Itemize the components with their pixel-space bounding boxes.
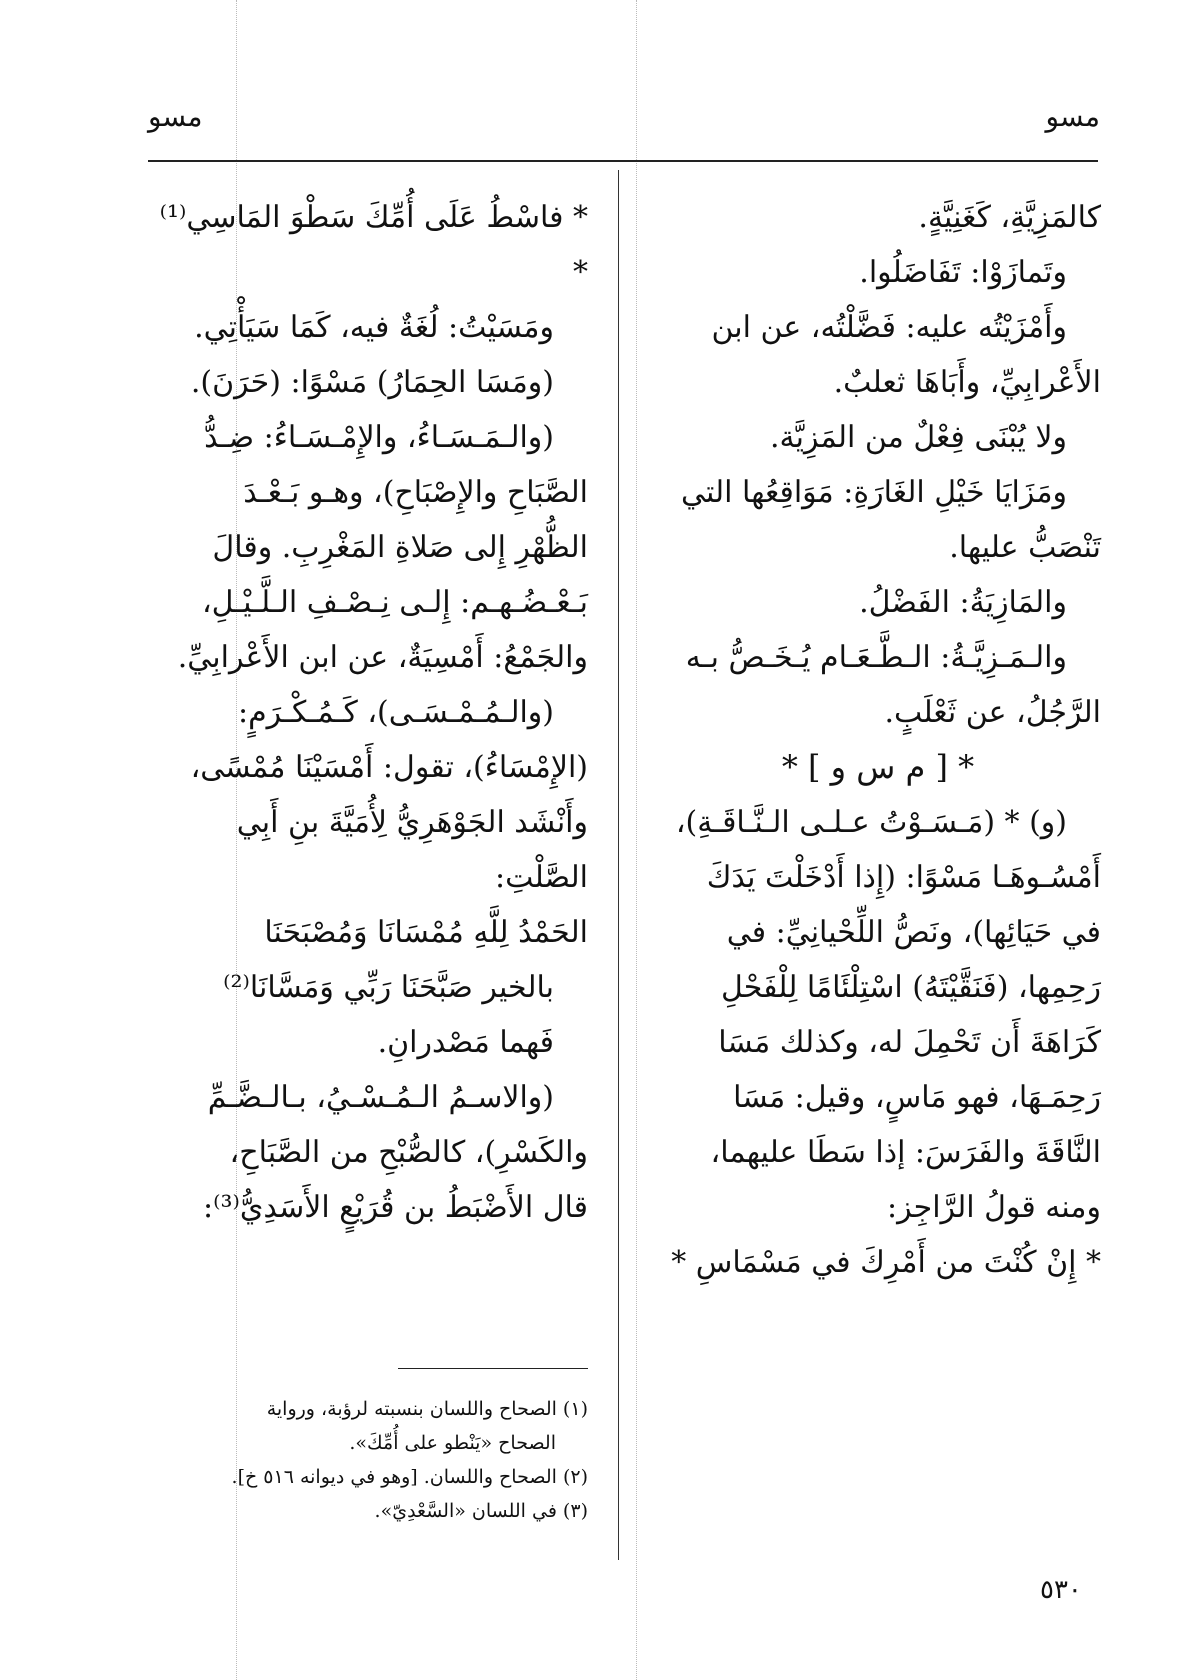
text-line: النَّاقَةَ والفَرَسَ: إذا سَطَا عليهما، xyxy=(710,1135,1101,1170)
text-line: وتَمازَوْا: تَفَاضَلُوا. xyxy=(859,255,1067,290)
text-line: (والاسـمُ الـمُـسْـيُ، بـالـضَّـمِّ xyxy=(207,1080,554,1115)
footnote-1: (١) الصحاح واللسان بنسبته لرؤبة، ورواية xyxy=(266,1398,588,1420)
text-line: الصَّلْتِ: xyxy=(495,860,588,895)
footnote-1-continued: الصحاح «يَنْطو على أُمِّكَ». xyxy=(349,1432,556,1454)
text-line: والجَمْعُ: أَمْسِيَةٌ، عن ابن الأَعْرابِيِّ. xyxy=(177,640,588,675)
text-line: الصَّبَاحِ والإِصْبَاحِ)، وهـو بَـعْـدَ xyxy=(243,475,588,510)
text-line: (والـمُـمْـسَـى)، كَـمُـكْـرَمٍ: xyxy=(238,695,554,730)
text-line: وأَمْزَيْتُه عليه: فَضَّلْتُه، عن ابن xyxy=(711,310,1067,345)
footnote-rule xyxy=(398,1368,588,1369)
text-line: (والـمَـسَـاءُ، والإِمْـسَـاءُ: ضِـدُّ xyxy=(204,420,554,455)
text-line: أَمْسُـوهَـا مَسْوًا: (إِذا أَدْخَلْتَ يَدَكَ xyxy=(706,860,1101,895)
running-header-right: مسو xyxy=(1045,100,1100,133)
text-line: فَهما مَصْدرانِ. xyxy=(377,1025,554,1060)
running-header-left: مسو xyxy=(148,100,203,133)
entry-heading: * [ م س و ] * xyxy=(781,748,975,786)
header-rule xyxy=(148,160,1098,162)
text-line: (الإِمْسَاءُ)، تقول: أَمْسَيْنَا مُمْسًى، xyxy=(190,750,588,785)
text-line: (و) * (مَـسَـوْتُ عـلـى الـنَّـاقَـةِ)، xyxy=(675,805,1067,840)
text-line: بَـعْـضُـهـم: إِلـى نِـصْـفِ الـلَّـيْـلِ، xyxy=(201,585,588,620)
text-line: رَحِمِها، (فَنَقَّيْتَهُ) اسْتِلْئَامًا لِلْفَحْلِ xyxy=(721,970,1101,1005)
text-line: رَحِمَـهَا، فهو مَاسٍ، وقيل: مَسَا xyxy=(733,1080,1101,1115)
text-line: (ومَسَا الحِمَارُ) مَسْوًا: (حَرَنَ). xyxy=(190,365,554,400)
text-line: ومنه قولُ الرَّاجِز: xyxy=(887,1190,1101,1225)
text-line: في حَيَائِها)، ونَصُّ اللِّحْيانِيِّ: في xyxy=(726,915,1101,950)
text-line: ومَسَيْتُ: لُغَةٌ فيه، كَمَا سَيَأْتِي. xyxy=(194,310,554,345)
left-column xyxy=(148,190,588,1235)
text-line: والكَسْرِ)، كالصُّبْحِ من الصَّبَاحِ، xyxy=(229,1135,588,1170)
page-number: ٥٣٠ xyxy=(1040,1575,1082,1605)
column-divider xyxy=(618,170,619,1560)
footnote-3: (٣) في اللسان «السَّعْدِيّ». xyxy=(374,1500,588,1522)
verse-line: * إِنْ كُنْتَ من أَمْرِكَ في مَسْمَاسِ * xyxy=(671,1245,1101,1280)
text-line: ومَزَايَا خَيْلِ الغَارَةِ: مَوَاقِعُها التي xyxy=(680,475,1067,510)
right-column xyxy=(655,190,1101,1290)
text-line: تَنْصَبُّ عليها. xyxy=(949,530,1101,565)
text-line: كالمَزِيَّةِ، كَغَنِيَّةٍ. xyxy=(918,200,1101,235)
footnotes xyxy=(148,1392,588,1528)
text-line: ولا يُبْنَى فِعْلٌ من المَزِيَّة. xyxy=(770,420,1067,455)
verse-line: بالخير صَبَّحَنَا رَبِّي وَمَسَّانَا⁽²⁾ xyxy=(223,970,554,1005)
text-line: الأَعْرابِيِّ، وأَبَاهَا ثعلبٌ. xyxy=(833,365,1101,400)
text-line: وأَنْشَد الجَوْهَرِيُّ لِأُمَيَّةَ بنِ أَبِي xyxy=(236,805,588,840)
text-line: والـمَـزِيَّـةُ: الـطَّـعَـام يُـخَـصُّ بـه xyxy=(685,640,1067,675)
footnote-2: (٢) الصحاح واللسان. [وهو في ديوانه ٥١٦ خ]. xyxy=(231,1466,588,1488)
text-line: والمَازِيَةُ: الفَضْلُ. xyxy=(859,585,1067,620)
verse-line: * فاسْطُ عَلَى أُمِّكَ سَطْوَ المَاسِي⁽¹⁾ * xyxy=(159,200,588,290)
text-line: قال الأَضْبَطُ بن قُرَيْعٍ الأَسَدِيُّ⁽³⁾: xyxy=(203,1190,588,1225)
text-line: كَرَاهَةَ أَن تَحْمِلَ له، وكذلك مَسَا xyxy=(718,1025,1101,1060)
verse-line: الحَمْدُ لِلَّهِ مُمْسَانَا وَمُصْبَحَنَا xyxy=(264,915,588,950)
scan-fold-line xyxy=(636,0,637,1680)
text-line: الرَّجُلُ، عن ثَعْلَبٍ. xyxy=(884,695,1101,730)
text-line: الظُّهْرِ إِلى صَلاةِ المَغْرِبِ. وقالَ xyxy=(212,530,588,565)
